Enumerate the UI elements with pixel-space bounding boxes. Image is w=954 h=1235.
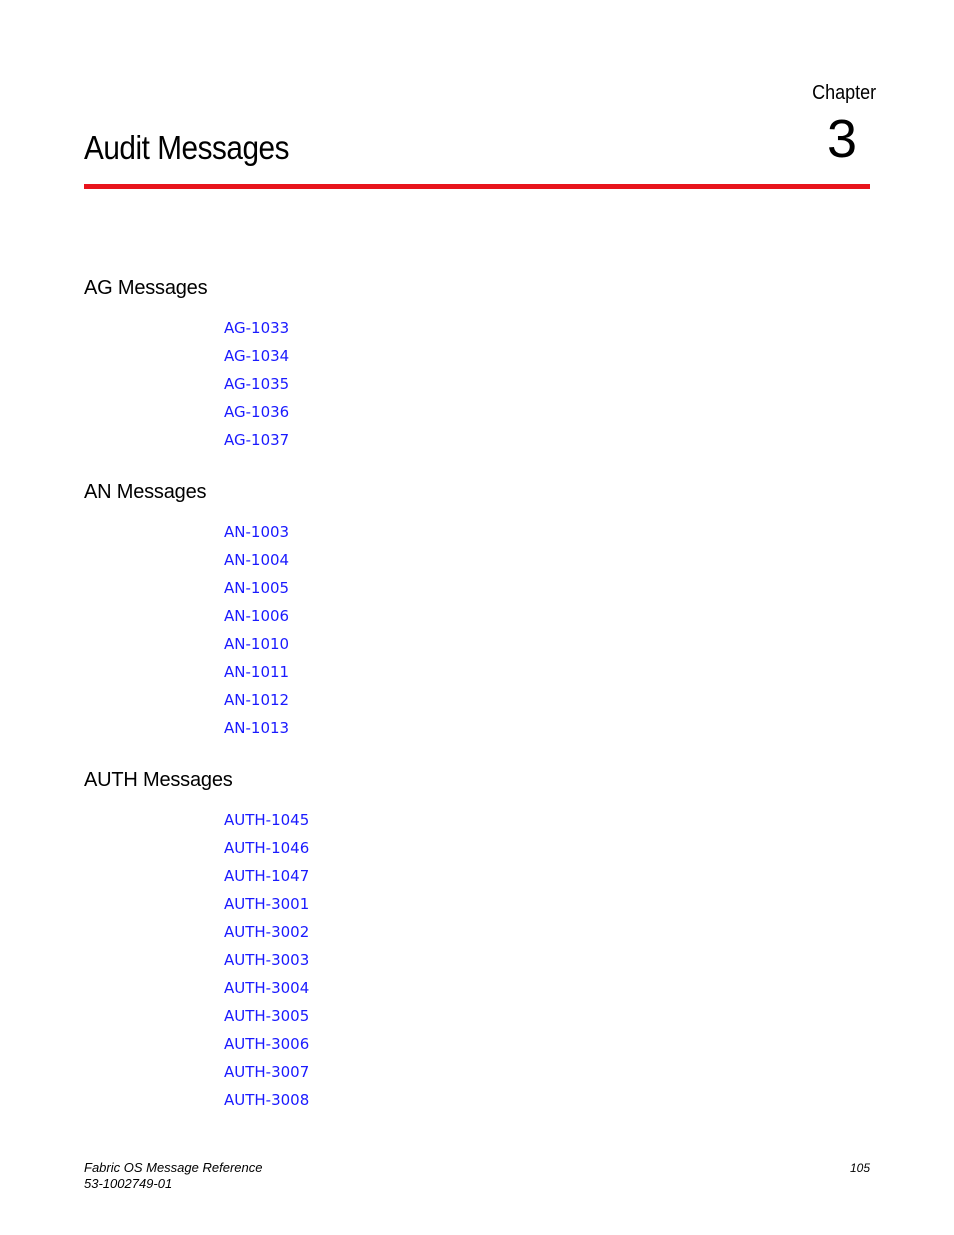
message-link[interactable]: AUTH-3006 bbox=[224, 1035, 310, 1053]
list-item bbox=[224, 348, 289, 376]
message-link[interactable]: AG-1034 bbox=[224, 347, 290, 365]
message-link[interactable]: AN-1004 bbox=[224, 551, 290, 569]
list-item bbox=[224, 404, 289, 432]
list-item bbox=[224, 840, 309, 868]
list-item bbox=[224, 812, 309, 840]
message-link[interactable]: AN-1010 bbox=[224, 635, 290, 653]
message-link[interactable]: AG-1035 bbox=[224, 375, 290, 393]
list-item bbox=[224, 1064, 309, 1092]
list-item bbox=[224, 580, 289, 608]
message-link[interactable]: AN-1012 bbox=[224, 691, 290, 709]
list-item bbox=[224, 664, 289, 692]
list-item bbox=[224, 1008, 309, 1036]
message-link[interactable]: AUTH-3005 bbox=[224, 1007, 310, 1025]
list-item bbox=[224, 980, 309, 1008]
section-heading: AG Messages bbox=[84, 277, 208, 299]
message-link[interactable]: AUTH-3007 bbox=[224, 1063, 310, 1081]
message-link[interactable]: AN-1011 bbox=[224, 663, 290, 681]
list-item bbox=[224, 524, 289, 552]
chapter-number: 3 bbox=[826, 109, 857, 169]
message-link[interactable]: AUTH-3008 bbox=[224, 1091, 310, 1109]
link-list bbox=[224, 812, 309, 1120]
message-link[interactable]: AG-1036 bbox=[224, 403, 290, 421]
message-link[interactable]: AUTH-3001 bbox=[224, 895, 310, 913]
list-item bbox=[224, 432, 289, 460]
page-number: 105 bbox=[849, 1161, 870, 1175]
footer-doc-title: Fabric OS Message Reference bbox=[84, 1160, 263, 1175]
section-heading: AUTH Messages bbox=[84, 769, 233, 791]
message-link[interactable]: AN-1003 bbox=[224, 523, 290, 541]
list-item bbox=[224, 636, 289, 664]
list-item bbox=[224, 1036, 309, 1064]
list-item bbox=[224, 552, 289, 580]
list-item bbox=[224, 608, 289, 636]
list-item bbox=[224, 896, 309, 924]
message-link[interactable]: AUTH-1046 bbox=[224, 839, 310, 857]
message-link[interactable]: AN-1006 bbox=[224, 607, 290, 625]
message-link[interactable]: AG-1037 bbox=[224, 431, 290, 449]
chapter-label: Chapter bbox=[811, 82, 876, 104]
link-list bbox=[224, 524, 289, 748]
list-item bbox=[224, 720, 289, 748]
message-link[interactable]: AG-1033 bbox=[224, 319, 290, 337]
message-link[interactable]: AN-1005 bbox=[224, 579, 290, 597]
section-heading: AN Messages bbox=[84, 481, 207, 503]
page-title: Audit Messages bbox=[84, 129, 290, 166]
list-item bbox=[224, 1092, 309, 1120]
list-item bbox=[224, 868, 309, 896]
list-item bbox=[224, 376, 289, 404]
message-link[interactable]: AUTH-3003 bbox=[224, 951, 310, 969]
link-list bbox=[224, 320, 289, 460]
footer-doc-number: 53-1002749-01 bbox=[84, 1176, 173, 1191]
message-link[interactable]: AUTH-3004 bbox=[224, 979, 310, 997]
footer bbox=[84, 1160, 262, 1192]
title-rule bbox=[84, 184, 870, 189]
message-link[interactable]: AUTH-1047 bbox=[224, 867, 310, 885]
message-link[interactable]: AUTH-3002 bbox=[224, 923, 310, 941]
list-item bbox=[224, 924, 309, 952]
message-link[interactable]: AN-1013 bbox=[224, 719, 290, 737]
list-item bbox=[224, 320, 289, 348]
list-item bbox=[224, 692, 289, 720]
list-item bbox=[224, 952, 309, 980]
message-link[interactable]: AUTH-1045 bbox=[224, 811, 310, 829]
